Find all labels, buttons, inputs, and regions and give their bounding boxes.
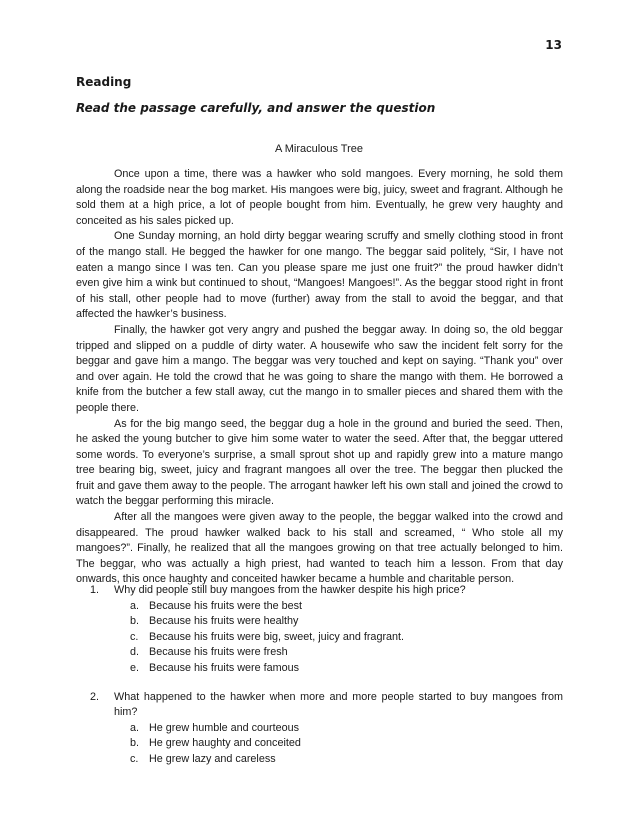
question-text: What happened to the hawker when more and more people started to buy mangoes from him?: [114, 690, 563, 719]
passage-paragraph: Once upon a time, there was a hawker who sold mangoes. Every morning, he sold them along the roadside near the bog market. His mangoes were big, juicy, sweet and fragrant. Although he sold them at a high price, a lot of people bought from him. Eventually, he grew very haughty and conceited as his sales picked up.: [76, 168, 563, 227]
option-text: Because his fruits were big, sweet, juicy and fragrant.: [149, 630, 405, 643]
option-item: [114, 752, 563, 768]
option-item: [114, 736, 563, 752]
story-title: A Miraculous Tree: [274, 143, 364, 155]
option-item: [114, 630, 563, 646]
passage-paragraph: After all the mangoes were given away to the people, the beggar walked into the crowd and disappeared. The proud hawker walked back to his stall and screamed, “ Who stole all my mangoes?”. Finally, he realized that all the mangoes growing on that tree actually belonged to him. The beggar, who was actually a high priest, had wanted to teach him a lesson. From that day onwards, this once haughty and conceited hawker became a humble and charitable person.: [76, 511, 563, 586]
option-text: Because his fruits were famous: [149, 661, 300, 674]
option-list: [114, 599, 563, 677]
question-text: Why did people still buy mangoes from the hawker despite his high price?: [114, 584, 466, 596]
option-letter: b.: [130, 615, 140, 628]
option-letter: e.: [130, 661, 140, 674]
question-2: [76, 690, 563, 768]
question-1: [76, 583, 563, 677]
option-text: He grew lazy and careless: [149, 752, 276, 765]
option-letter: d.: [130, 646, 140, 659]
option-text: Because his fruits were the best: [149, 599, 303, 612]
reading-passage: [76, 167, 563, 588]
option-item: [114, 645, 563, 661]
option-item: [114, 599, 563, 615]
passage-paragraph: Finally, the hawker got very angry and pushed the beggar away. In doing so, the old beggar tripped and slipped on a puddle of dirty water. A housewife who saw the incident felt sorry for the beggar and gave him a mango. The beggar was very touched and kept on saying. “Thank you” over and over again. He told the crowd that he was going to share the mango with them. He borrowed a knife from the butcher a few stall away, cut the mango in to smaller pieces and shared them with the people there.: [76, 323, 563, 414]
question-list: [76, 583, 563, 781]
option-list: [114, 721, 563, 768]
page-number: 13: [545, 38, 562, 52]
option-letter: b.: [130, 737, 140, 750]
option-letter: a.: [130, 721, 140, 734]
option-text: Because his fruits were healthy: [149, 615, 299, 628]
question-number: 1.: [90, 584, 100, 596]
option-text: He grew haughty and conceited: [149, 737, 301, 750]
option-letter: c.: [130, 752, 139, 765]
passage-paragraph: As for the big mango seed, the beggar dug a hole in the ground and buried the seed. Then, he asked the young butcher to give him some water to water the seed. After that, the beggar uttered some words. To everyone’s surprise, a small sprout shot up and rapidly grew into a mature mango tree bearing big, sweet, juicy and fragrant mangoes all over the tree. The beggar then plucked the fruit and gave them away to the people. The arrogant hawker left his own stall and joined the crowd to watch the beggar performing this miracle.: [76, 417, 563, 508]
option-item: [114, 614, 563, 630]
option-text: Because his fruits were fresh: [149, 646, 288, 659]
option-item: [114, 721, 563, 737]
question-number: 2.: [90, 690, 100, 703]
option-letter: a.: [130, 599, 140, 612]
option-item: [114, 661, 563, 677]
option-letter: c.: [130, 630, 139, 643]
passage-paragraph: One Sunday morning, an hold dirty beggar wearing scruffy and smelly clothing stood in front of the mango stall. He begged the hawker for one mango. The beggar said politely, “Sir, I have not eaten a mango since I was ten. Can you please spare me just one fruit?” the proud hawker didn’t even give him a wink but continued to shout, “Mangoes! Mangoes!”. As the beggar stood right in front of his stall, other people had to move (further) away from the stall to avoid the beggar, and that affected the hawker’s business.: [76, 230, 563, 321]
section-title: Reading: [76, 75, 132, 89]
instruction-text: Read the passage carefully, and answer the question: [76, 101, 436, 115]
option-text: He grew humble and courteous: [149, 721, 300, 734]
